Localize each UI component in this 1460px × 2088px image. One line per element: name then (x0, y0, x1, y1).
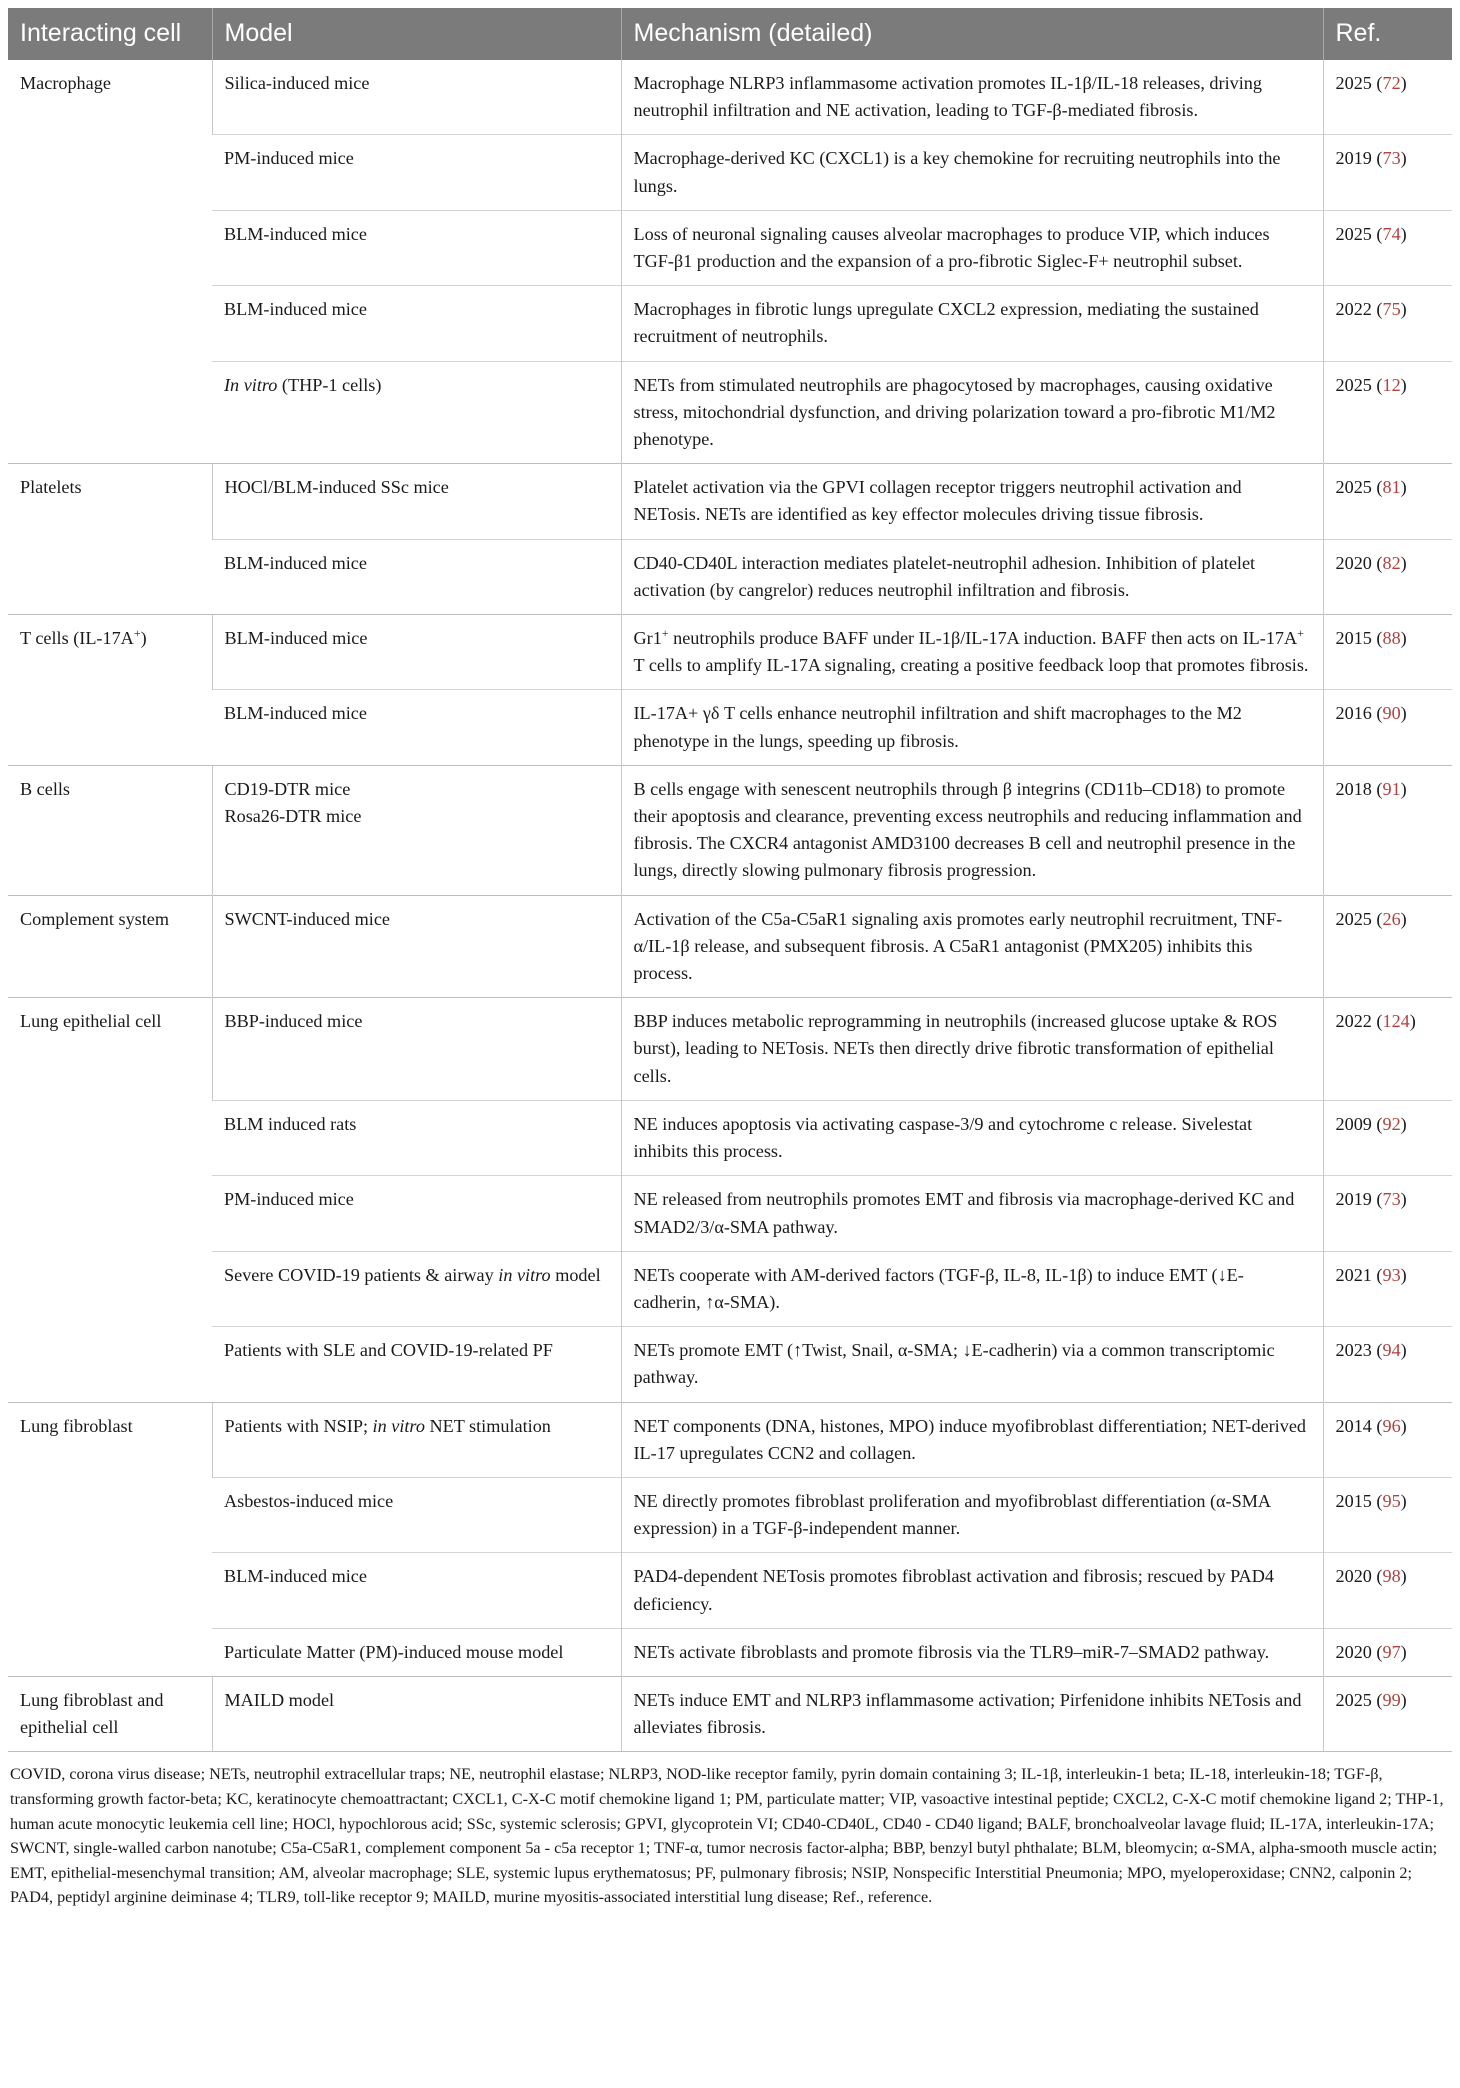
table-row (8, 1176, 1452, 1251)
interacting-cell (8, 615, 212, 766)
mechanism-text: Macrophage NLRP3 inflammasome activation promotes IL-1β/IL-18 releases, driving neutrophil infiltration and NE activation, leading to TGF-β-mediated fibrosis. (633, 73, 1262, 121)
mechanism-cell (621, 1477, 1323, 1552)
ref-link[interactable]: 98 (1382, 1566, 1401, 1587)
table-row (8, 1628, 1452, 1676)
model-text: BLM-induced mice (224, 552, 367, 573)
ref-link[interactable]: 88 (1382, 628, 1401, 649)
ref-cell: 2020 (98) (1323, 1553, 1452, 1628)
ref-link[interactable]: 26 (1382, 908, 1401, 929)
mechanism-cell (621, 464, 1323, 539)
ref-link[interactable]: 94 (1382, 1340, 1401, 1361)
ref-year: 2025 (1335, 1689, 1372, 1710)
model-text: MAILD model (224, 1689, 335, 1710)
ref-cell: 2014 (96) (1323, 1402, 1452, 1477)
model-text: Severe COVID-19 patients & airway (224, 1264, 499, 1285)
ref-cell: 2019 (73) (1323, 135, 1452, 210)
mechanism-text: NE released from neutrophils promotes EMT and fibrosis via macrophage-derived KC and SMAD2/3/α-SMA pathway. (633, 1189, 1295, 1237)
superscript: + (1297, 625, 1304, 640)
mechanism-cell (621, 1676, 1323, 1751)
table-row (8, 539, 1452, 614)
model-text: BBP-induced mice (224, 1011, 363, 1032)
table-footnote: COVID, corona virus disease; NETs, neutrophil extracellular traps; NE, neutrophil elastase; NLRP3, NOD-like receptor family, pyrin domain containing 3; IL-1β, interleukin-1 beta; IL-18, interleukin-18; TGF-β, transforming growth factor-beta; KC, keratinocyte chemoattractant; CXCL1, C-X-C motif chemokine ligand 1; PM, particulate matter; VIP, vasoactive intestinal peptide; CXCL2, C-X-C motif chemokine ligand 2; THP-1, human acute monocytic leukemia cell line; HOCl, hypochlorous acid; SSc, systemic sclerosis; GPVI, glycoprotein VI; CD40-CD40L, CD40 - CD40 ligand; BALF, bronchoalveolar lavage fluid; IL-17A, interleukin-17A; SWCNT, single-walled carbon nanotube; C5a-C5aR1, complement component 5a - c5a receptor 1; TNF-α, tumor necrosis factor-alpha; BBP, benzyl butyl phthalate; BLM, bleomycin; α-SMA, alpha-smooth muscle actin; EMT, epithelial-mesenchymal transition; AM, alveolar macrophage; SLE, systemic lupus erythematosus; PF, pulmonary fibrosis; NSIP, Nonspecific Interstitial Pneumonia; MPO, myeloperoxidase; CNN2, calponin 2; PAD4, peptidyl arginine deiminase 4; TLR9, toll-like receptor 9; MAILD, murine myositis-associated interstitial lung disease; Ref., reference. (10, 1765, 1444, 1907)
mechanism-cell (621, 135, 1323, 210)
mechanism-cell (621, 998, 1323, 1101)
ref-year: 2025 (1335, 73, 1372, 93)
model-cell (212, 1251, 621, 1326)
table-row (8, 895, 1452, 998)
mechanism-cell (621, 1176, 1323, 1251)
header-interacting-cell: Interacting cell (8, 8, 212, 60)
ref-year: 2016 (1335, 703, 1372, 724)
ref-link[interactable]: 124 (1382, 1011, 1410, 1032)
ref-link[interactable]: 95 (1382, 1490, 1401, 1511)
model-text: PM-induced mice (224, 148, 354, 169)
model-cell (212, 210, 621, 285)
ref-link[interactable]: 82 (1382, 552, 1401, 573)
interacting-cell (8, 60, 212, 464)
table-row (8, 60, 1452, 135)
ref-cell: 2015 (88) (1323, 615, 1452, 690)
mechanism-cell (621, 60, 1323, 135)
ref-cell: 2016 (90) (1323, 690, 1452, 765)
model-text: BLM induced rats (224, 1113, 357, 1134)
interacting-cell-tail: ) (140, 628, 147, 649)
ref-cell: 2018 (91) (1323, 765, 1452, 895)
mechanism-cell (621, 1251, 1323, 1326)
ref-cell: 2025 (99) (1323, 1676, 1452, 1751)
table-row (8, 1553, 1452, 1628)
model-cell (212, 60, 621, 135)
model-cell (212, 690, 621, 765)
table-body (8, 60, 1452, 1752)
interacting-cell (8, 1676, 212, 1751)
model-text-rest: NET stimulation (424, 1415, 551, 1436)
ref-year: 2014 (1335, 1415, 1372, 1436)
mechanism-text: BBP induces metabolic reprogramming in neutrophils (increased glucose uptake & ROS burst), leading to NETosis. NETs then directly drive fibrotic transformation of epithelial cells. (633, 1011, 1278, 1086)
ref-year: 2019 (1335, 1189, 1372, 1210)
ref-cell: 2015 (95) (1323, 1477, 1452, 1552)
ref-cell: 2025 (74) (1323, 210, 1452, 285)
model-cell (212, 361, 621, 464)
model-cell (212, 615, 621, 690)
mechanism-text: T cells to amplify IL-17A signaling, creating a positive feedback loop that promotes fibrosis. (633, 655, 1309, 676)
table-row (8, 361, 1452, 464)
model-text: BLM-induced mice (224, 628, 368, 649)
model-cell (212, 765, 621, 895)
table-container (8, 8, 1452, 1910)
table-header (8, 8, 1452, 60)
ref-link[interactable]: 72 (1382, 73, 1401, 93)
ref-link[interactable]: 90 (1382, 703, 1401, 724)
mechanism-cell (621, 210, 1323, 285)
model-text: SWCNT-induced mice (224, 908, 391, 929)
interacting-cell (8, 464, 212, 615)
model-text-2: Rosa26-DTR mice (224, 806, 362, 827)
table-row (8, 1327, 1452, 1402)
ref-year: 2021 (1335, 1264, 1372, 1285)
table-row (8, 1477, 1452, 1552)
mechanism-cell (621, 895, 1323, 998)
model-text: Silica-induced mice (224, 73, 370, 93)
interacting-cell (8, 998, 212, 1402)
ref-cell: 2022 (75) (1323, 286, 1452, 361)
table-row (8, 998, 1452, 1101)
interacting-cell (8, 765, 212, 895)
ref-link[interactable]: 99 (1382, 1689, 1401, 1710)
header-mechanism: Mechanism (detailed) (621, 8, 1323, 60)
mechanism-cell (621, 765, 1323, 895)
model-text: BLM-induced mice (224, 1566, 367, 1587)
ref-link[interactable]: 73 (1382, 148, 1401, 169)
ref-cell: 2020 (97) (1323, 1628, 1452, 1676)
model-cell (212, 1402, 621, 1477)
model-text: BLM-induced mice (224, 223, 367, 244)
mechanism-text: NETs induce EMT and NLRP3 inflammasome activation; Pirfenidone inhibits NETosis and alleviates fibrosis. (633, 1689, 1302, 1738)
mechanism-text: neutrophils produce BAFF under IL-1β/IL-17A induction. BAFF then acts on IL-17A (668, 628, 1298, 649)
ref-year: 2025 (1335, 223, 1372, 244)
mechanism-text: Activation of the C5a-C5aR1 signaling axis promotes early neutrophil recruitment, TNF-α/IL-1β release, and subsequent fibrosis. A C5aR1 antagonist (PMX205) inhibits this process. (633, 908, 1283, 984)
model-italic: in vitro (498, 1264, 551, 1285)
ref-cell: 2019 (73) (1323, 1176, 1452, 1251)
table-row (8, 1402, 1452, 1477)
table-row (8, 286, 1452, 361)
table-row (8, 464, 1452, 539)
interacting-cell-label: B cells (20, 778, 71, 799)
model-text-rest: (THP-1 cells) (277, 374, 382, 395)
ref-year: 2015 (1335, 1490, 1372, 1511)
interacting-cell (8, 1402, 212, 1676)
model-text: BLM-induced mice (224, 299, 367, 320)
table-row (8, 1676, 1452, 1751)
ref-year: 2025 (1335, 908, 1372, 929)
ref-year: 2023 (1335, 1340, 1372, 1361)
table-row (8, 765, 1452, 895)
ref-link[interactable]: 91 (1382, 778, 1401, 799)
mechanism-cell (621, 1402, 1323, 1477)
model-cell (212, 1676, 621, 1751)
ref-link[interactable]: 73 (1382, 1189, 1401, 1210)
mechanism-text: CD40-CD40L interaction mediates platelet-neutrophil adhesion. Inhibition of platelet activation (by cangrelor) reduces neutrophil infiltration and fibrosis. (633, 552, 1256, 600)
mechanism-text: PAD4-dependent NETosis promotes fibroblast activation and fibrosis; rescued by PAD4 deficiency. (633, 1566, 1274, 1614)
model-cell (212, 1553, 621, 1628)
interacting-cell-label: Macrophage (20, 73, 111, 93)
mechanism-cell (621, 690, 1323, 765)
ref-year: 2022 (1335, 299, 1372, 320)
ref-year: 2020 (1335, 1641, 1372, 1662)
mechanism-text: NETs activate fibroblasts and promote fibrosis via the TLR9–miR-7–SMAD2 pathway. (633, 1641, 1270, 1662)
mechanism-cell (621, 361, 1323, 464)
model-cell (212, 1100, 621, 1175)
model-text: HOCl/BLM-induced SSc mice (224, 477, 449, 498)
header-row (8, 8, 1452, 60)
mechanism-text: NE directly promotes fibroblast proliferation and myofibroblast differentiation (α-SMA expression) in a TGF-β-independent manner. (633, 1490, 1271, 1539)
mechanism-cell (621, 286, 1323, 361)
mechanism-cell (621, 539, 1323, 614)
mechanism-text: Macrophage-derived KC (CXCL1) is a key chemokine for recruiting neutrophils into the lungs. (633, 148, 1281, 196)
ref-link[interactable]: 92 (1382, 1113, 1401, 1134)
mechanism-text: B cells engage with senescent neutrophils through β integrins (CD11b–CD18) to promote their apoptosis and clearance, preventing excess neutrophils and reducing inflammation and fibrosis. The CXCR4 antagonist AMD3100 decreases B cell and neutrophil presence in the lungs, directly slowing pulmonary fibrosis progression. (633, 778, 1302, 881)
mechanism-cell (621, 1327, 1323, 1402)
mechanism-text: Platelet activation via the GPVI collagen receptor triggers neutrophil activation and NETosis. NETs are identified as key effector molecules driving tissue fibrosis. (633, 477, 1242, 525)
ref-year: 2015 (1335, 628, 1372, 649)
ref-year: 2020 (1335, 552, 1372, 573)
model-cell (212, 895, 621, 998)
ref-year: 2020 (1335, 1566, 1372, 1587)
mechanism-text: NE induces apoptosis via activating caspase-3/9 and cytochrome c release. Sivelestat inhibits this process. (633, 1113, 1253, 1162)
ref-cell: 2022 (124) (1323, 998, 1452, 1101)
ref-cell: 2023 (94) (1323, 1327, 1452, 1402)
ref-year: 2018 (1335, 778, 1372, 799)
ref-year: 2025 (1335, 477, 1372, 498)
ref-cell: 2020 (82) (1323, 539, 1452, 614)
superscript: + (661, 625, 669, 640)
mechanism-text: IL-17A+ γδ T cells enhance neutrophil infiltration and shift macrophages to the M2 phenotype in the lungs, speeding up fibrosis. (633, 703, 1242, 751)
mechanism-cell (621, 1628, 1323, 1676)
interacting-cell-label: Platelets (20, 477, 82, 498)
model-text: PM-induced mice (224, 1189, 354, 1210)
interacting-cell-label: Complement system (20, 908, 170, 929)
table-row (8, 690, 1452, 765)
header-ref: Ref. (1323, 8, 1452, 60)
ref-link[interactable]: 93 (1382, 1264, 1401, 1285)
mechanism-text: NET components (DNA, histones, MPO) induce myofibroblast differentiation; NET-derived IL-17 upregulates CCN2 and collagen. (633, 1415, 1306, 1463)
model-cell (212, 286, 621, 361)
ref-cell: 2009 (92) (1323, 1100, 1452, 1175)
ref-link[interactable]: 75 (1382, 299, 1401, 320)
mechanism-text: NETs promote EMT (↑Twist, Snail, α-SMA; ↓E-cadherin) via a common transcriptomic pathway. (633, 1340, 1275, 1388)
model-cell (212, 998, 621, 1101)
ref-cell: 2021 (93) (1323, 1251, 1452, 1326)
ref-cell: 2025 (72) (1323, 60, 1452, 135)
model-cell (212, 135, 621, 210)
ref-year: 2009 (1335, 1113, 1372, 1134)
model-cell (212, 1327, 621, 1402)
ref-cell: 2025 (26) (1323, 895, 1452, 998)
model-text: Particulate Matter (PM)-induced mouse model (224, 1641, 564, 1662)
interacting-cell (8, 895, 212, 998)
table-row (8, 1100, 1452, 1175)
model-text: Asbestos-induced mice (224, 1490, 394, 1511)
model-cell (212, 539, 621, 614)
model-cell (212, 464, 621, 539)
model-cell (212, 1628, 621, 1676)
model-text: BLM-induced mice (224, 703, 367, 724)
model-text: Patients with SLE and COVID-19-related PF (224, 1340, 553, 1361)
ref-year: 2019 (1335, 148, 1372, 169)
ref-cell: 2025 (12) (1323, 361, 1452, 464)
model-italic: In vitro (224, 374, 278, 395)
ref-link[interactable]: 97 (1382, 1641, 1401, 1662)
model-text: Patients with NSIP; (224, 1415, 373, 1436)
model-text: CD19-DTR mice (224, 778, 351, 799)
mechanism-text: NETs cooperate with AM-derived factors (TGF-β, IL-8, IL-1β) to induce EMT (↓E-cadherin, ↑α-SMA). (633, 1264, 1244, 1312)
ref-link[interactable]: 96 (1382, 1415, 1401, 1436)
interacting-cell-label: Lung fibroblast (20, 1415, 133, 1436)
mechanism-text: NETs from stimulated neutrophils are phagocytosed by macrophages, causing oxidative stress, mitochondrial dysfunction, and driving polarization toward a pro-fibrotic M1/M2 phenotype. (633, 374, 1276, 450)
ref-year: 2025 (1335, 374, 1372, 395)
model-text-rest: model (550, 1264, 601, 1285)
table-row (8, 1251, 1452, 1326)
interacting-cell-label: Lung epithelial cell (20, 1011, 162, 1032)
interacting-cell-label: Lung fibroblast and epithelial cell (20, 1689, 164, 1738)
mechanism-cell (621, 615, 1323, 690)
header-model: Model (212, 8, 621, 60)
model-cell (212, 1477, 621, 1552)
mechanism-text: Loss of neuronal signaling causes alveolar macrophages to produce VIP, which induces TGF-β1 production and the expansion of a pro-fibrotic Siglec-F+ neutrophil subset. (633, 223, 1270, 272)
superscript: + (133, 625, 141, 640)
table-row (8, 135, 1452, 210)
interaction-table (8, 8, 1452, 1752)
mechanism-cell (621, 1100, 1323, 1175)
ref-link[interactable]: 74 (1382, 223, 1401, 244)
ref-link[interactable]: 12 (1382, 374, 1401, 395)
mechanism-text: Gr1 (633, 628, 662, 649)
table-row (8, 210, 1452, 285)
ref-cell: 2025 (81) (1323, 464, 1452, 539)
table-row (8, 615, 1452, 690)
mechanism-text: Macrophages in fibrotic lungs upregulate CXCL2 expression, mediating the sustained recruitment of neutrophils. (633, 299, 1259, 347)
model-italic: in vitro (372, 1415, 425, 1436)
interacting-cell-label: T cells (IL-17A (20, 628, 134, 649)
model-cell (212, 1176, 621, 1251)
ref-link[interactable]: 81 (1382, 477, 1401, 498)
ref-year: 2022 (1335, 1011, 1372, 1032)
mechanism-cell (621, 1553, 1323, 1628)
